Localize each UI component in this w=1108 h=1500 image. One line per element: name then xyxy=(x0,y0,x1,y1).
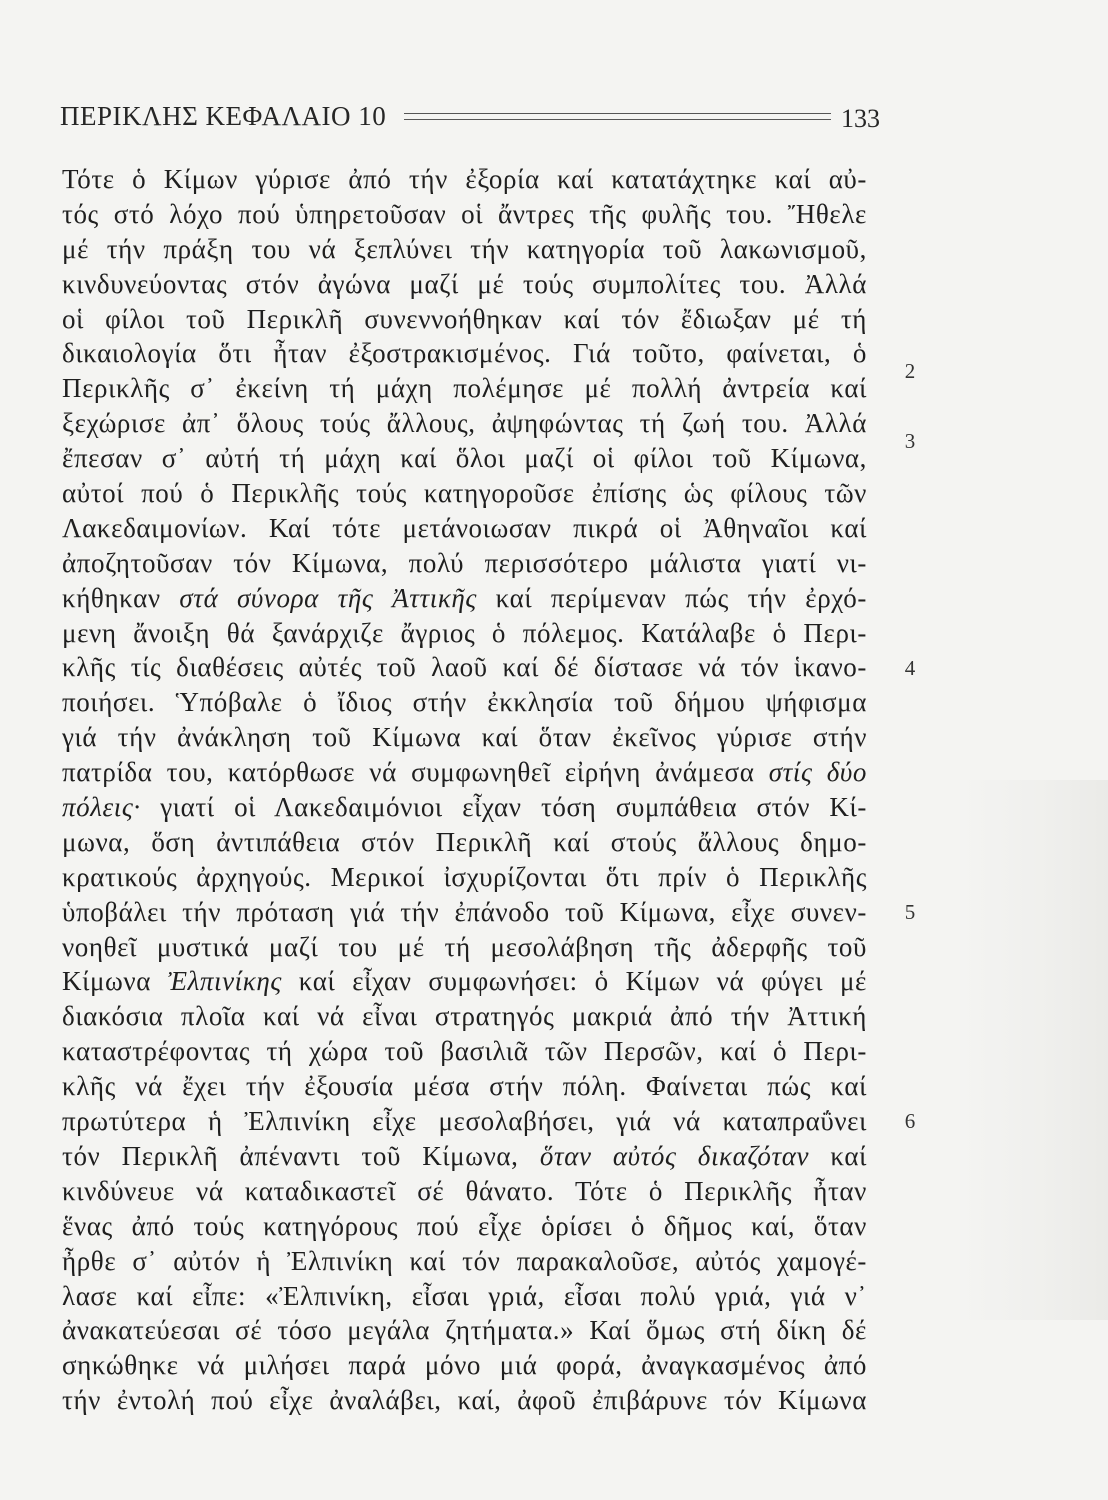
text-line: ἕνας ἀπό τούς κατηγόρους πού εἶχε ὁρίσει ὁ δῆμος καί, ὅταν xyxy=(62,1210,867,1241)
text-line: μωνα, ὅση ἀντιπάθεια στόν Περικλῆ καί στούς ἄλλους δημο- xyxy=(62,826,867,857)
section-number: 2 xyxy=(904,358,916,383)
section-number: 6 xyxy=(904,1109,916,1134)
text-segment: πατρίδα του, κατόρθωσε νά συμφωνηθεῖ εἰρήνη ἀνάμεσα xyxy=(62,757,755,788)
page-header xyxy=(60,96,880,136)
text-line: τός στό λόχο πού ὑπηρετοῦσαν οἱ ἄντρες τῆς φυλῆς του. Ἤθελε xyxy=(62,198,867,229)
text-line: οἱ φίλοι τοῦ Περικλῆ συνεννοήθηκαν καί τόν ἔδιωξαν μέ τή xyxy=(62,303,867,334)
text-line: ἀποζητοῦσαν τόν Κίμωνα, πολύ περισσότερο μάλιστα γιατί νι- xyxy=(62,547,867,578)
text-segment: καί xyxy=(830,1140,867,1171)
text-line: σηκώθηκε νά μιλήσει παρά μόνο μιά φορά, ἀναγκασμένος ἀπό xyxy=(62,1350,867,1381)
italic-phrase: στά σύνορα τῆς Ἀττικῆς xyxy=(179,582,477,613)
text-line xyxy=(62,964,867,999)
text-line: Τότε ὁ Κίμων γύρισε ἀπό τήν ἐξορία καί κατατάχτηκε καί αὐ- xyxy=(62,164,867,194)
text-segment: τόν Περικλῆ ἀπέναντι τοῦ Κίμωνα, xyxy=(62,1140,519,1171)
text-segment: καί περίμεναν πώς τήν ἐρχό- xyxy=(495,582,867,613)
section-number: 5 xyxy=(904,899,916,924)
text-line: κρατικούς ἀρχηγούς. Μερικοί ἰσχυρίζονται ὅτι πρίν ὁ Περικλῆς xyxy=(62,861,867,892)
text-segment: καί εἶχαν συμφωνήσει: ὁ Κίμων νά φύγει μέ xyxy=(298,966,867,997)
text-line: γιά τήν ἀνάκληση τοῦ Κίμωνα καί ὅταν ἐκεῖνος γύρισε στήν xyxy=(62,722,867,753)
text-line: ἀνακατεύεσαι σέ τόσο μεγάλα ζητήματα.» Καί ὅμως στή δίκη δέ xyxy=(62,1315,867,1346)
text-line: δικαιολογία ὅτι ἦταν ἐξοστρακισμένος. Γιά τοῦτο, φαίνεται, ὁ xyxy=(62,338,867,369)
text-line: διακόσια πλοῖα καί νά εἶναι στρατηγός μακριά ἀπό τήν Ἀττική xyxy=(62,1001,867,1032)
header-rule xyxy=(404,113,831,120)
text-line: αὐτοί πού ὁ Περικλῆς τούς κατηγοροῦσε ἐπίσης ὡς φίλους τῶν xyxy=(62,478,867,509)
text-line: κινδύνευε νά καταδικαστεῖ σέ θάνατο. Τότε ὁ Περικλῆς ἦταν xyxy=(62,1175,867,1206)
text-line: κλῆς νά ἔχει τήν ἐξουσία μέσα στήν πόλη. Φαίνεται πώς καί xyxy=(62,1071,867,1102)
text-line: ξεχώρισε ἀπ᾿ ὅλους τούς ἄλλους, ἀψηφώντας τή ζωή του. Ἀλλά xyxy=(62,408,867,439)
text-line xyxy=(62,755,867,790)
text-line: λασε καί εἶπε: «Ἐλπινίκη, εἶσαι γριά, εἶσαι πολύ γριά, γιά ν᾿ xyxy=(62,1280,867,1311)
text-line: μενη ἄνοιξη θά ξανάρχιζε ἄγριος ὁ πόλεμος. Κατάλαβε ὁ Περι- xyxy=(62,617,867,648)
italic-phrase: Ἐλπινίκης xyxy=(167,966,282,997)
text-line: κινδυνεύοντας στόν ἀγώνα μαζί μέ τούς συμπολίτες του. Ἀλλά xyxy=(62,268,867,299)
text-line: ἔπεσαν σ᾿ αὐτή τή μάχη καί ὅλοι μαζί οἱ φίλοι τοῦ Κίμωνα, xyxy=(62,443,867,474)
text-line: νοηθεῖ μυστικά μαζί του μέ τή μεσολάβηση τῆς ἀδερφῆς τοῦ xyxy=(62,931,867,962)
text-line: Λακεδαιμονίων. Καί τότε μετάνοιωσαν πικρά οἱ Ἀθηναῖοι καί xyxy=(62,512,867,543)
italic-phrase: ὅταν αὐτός δικαζόταν xyxy=(539,1140,810,1171)
running-head: ΠΕΡΙΚΛΗΣ ΚΕΦΑΛΑΙΟ 10 xyxy=(60,100,387,131)
text-line xyxy=(62,581,867,616)
text-line xyxy=(62,790,867,825)
italic-phrase: στίς δύο xyxy=(768,757,868,788)
facing-page-bleed xyxy=(958,780,1108,1320)
body-text xyxy=(62,162,867,1418)
italic-phrase: πόλεις· xyxy=(62,792,141,823)
text-segment: κήθηκαν xyxy=(62,582,161,613)
text-line: καταστρέφοντας τή χώρα τοῦ βασιλιᾶ τῶν Περσῶν, καί ὁ Περι- xyxy=(62,1036,867,1067)
text-line: κλῆς τίς διαθέσεις αὐτές τοῦ λαοῦ καί δέ δίστασε νά τόν ἱκανο- xyxy=(62,652,867,683)
text-line xyxy=(62,1139,867,1174)
text-segment: Κίμωνα xyxy=(62,966,151,997)
text-segment: γιατί οἱ Λακεδαιμόνιοι εἶχαν τόση συμπάθεια στόν Κί- xyxy=(160,792,867,823)
text-line: μέ τήν πράξη του νά ξεπλύνει τήν κατηγορία τοῦ λακωνισμοῦ, xyxy=(62,233,867,264)
text-line: ἦρθε σ᾿ αὐτόν ἡ Ἐλπινίκη καί τόν παρακαλοῦσε, αὐτός χαμογέ- xyxy=(62,1245,867,1276)
text-line: ποιήσει. Ὑπόβαλε ὁ ἴδιος στήν ἐκκλησία τοῦ δήμου ψήφισμα xyxy=(62,687,867,718)
text-line: τήν ἐντολή πού εἶχε ἀναλάβει, καί, ἀφοῦ ἐπιβάρυνε τόν Κίμωνα xyxy=(62,1385,867,1416)
text-line: ὑποβάλει τήν πρόταση γιά τήν ἐπάνοδο τοῦ Κίμωνα, εἶχε συνεν- xyxy=(62,896,867,927)
page-number: 133 xyxy=(841,104,880,133)
section-number: 4 xyxy=(904,655,916,680)
text-line: Περικλῆς σ᾿ ἐκείνη τή μάχη πολέμησε μέ πολλή ἀντρεία καί xyxy=(62,373,867,404)
text-line: πρωτύτερα ἡ Ἐλπινίκη εἶχε μεσολαβήσει, γιά νά καταπραΰνει xyxy=(62,1106,867,1137)
section-number: 3 xyxy=(904,428,916,453)
